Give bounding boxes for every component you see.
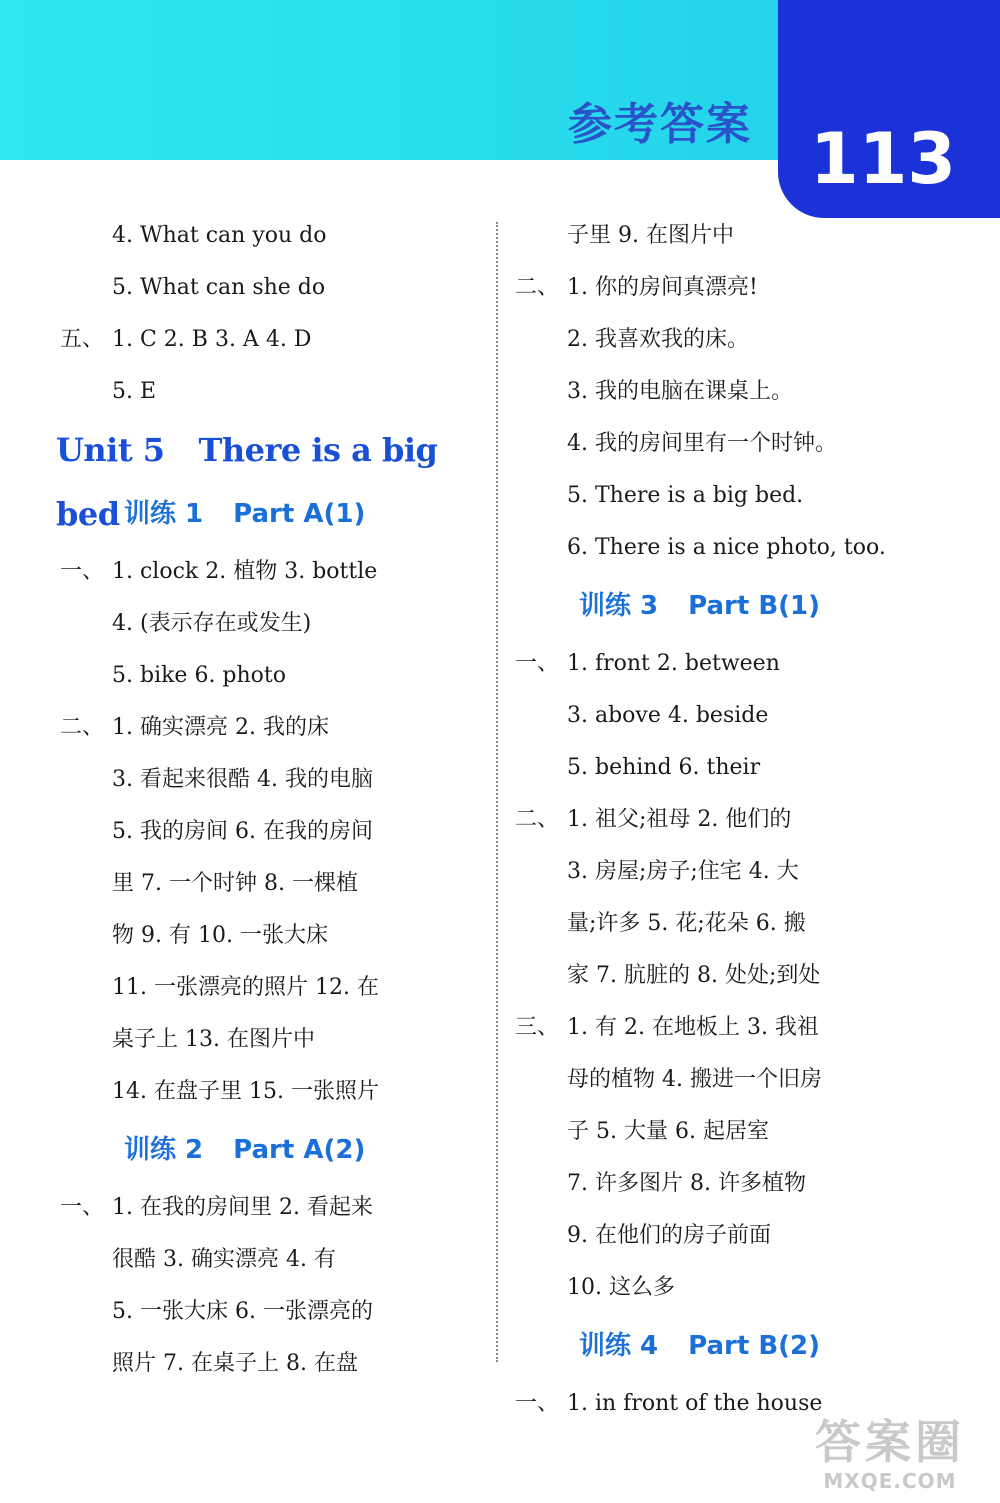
column-divider bbox=[496, 222, 498, 1362]
answer-line bbox=[515, 690, 935, 742]
left-answer-column bbox=[56, 210, 475, 1390]
answer-line bbox=[60, 702, 475, 754]
exercise-heading bbox=[60, 1118, 475, 1182]
section-marker: 五、 bbox=[60, 327, 105, 352]
answer-text: 1. C 2. B 3. A 4. D bbox=[112, 327, 312, 352]
answer-text: 1. in front of the house bbox=[567, 1391, 823, 1416]
answer-text: 照片 7. 在桌子上 8. 在盘 bbox=[112, 1351, 358, 1376]
answer-line bbox=[60, 650, 475, 702]
answer-text: 1. 有 2. 在地板上 3. 我祖 bbox=[567, 1015, 819, 1040]
section-marker: 一、 bbox=[515, 651, 560, 676]
answer-text: 9. 在他们的房子前面 bbox=[567, 1223, 771, 1248]
answer-text: 3. 我的电脑在课桌上。 bbox=[567, 379, 793, 404]
exercise-part: Part A(2) bbox=[233, 1135, 366, 1165]
exercise-label: 训练 4 bbox=[579, 1331, 659, 1361]
answer-text: 14. 在盘子里 15. 一张照片 bbox=[112, 1079, 379, 1104]
answer-line bbox=[515, 846, 935, 898]
exercise-part: Part A(1) bbox=[233, 499, 366, 529]
answer-text: 5. 我的房间 6. 在我的房间 bbox=[112, 819, 373, 844]
answer-text: 1. 你的房间真漂亮! bbox=[567, 275, 758, 300]
answer-text: 桌子上 13. 在图片中 bbox=[112, 1027, 315, 1052]
answer-line bbox=[515, 1210, 935, 1262]
right-answer-column bbox=[515, 210, 935, 1430]
answer-line bbox=[515, 366, 935, 418]
section-marker: 一、 bbox=[60, 559, 105, 584]
answer-line bbox=[60, 754, 475, 806]
answer-text: 里 7. 一个时钟 8. 一棵植 bbox=[112, 871, 358, 896]
answer-text: 3. above 4. beside bbox=[567, 703, 769, 728]
answer-text: 子里 9. 在图片中 bbox=[567, 223, 734, 248]
exercise-heading bbox=[515, 574, 935, 638]
answer-line bbox=[60, 314, 475, 366]
answer-line bbox=[60, 262, 475, 314]
answer-text: 物 9. 有 10. 一张大床 bbox=[112, 923, 328, 948]
exercise-label: 训练 1 bbox=[124, 499, 204, 529]
section-marker: 二、 bbox=[60, 715, 105, 740]
answer-line bbox=[60, 1066, 475, 1118]
answer-line bbox=[515, 522, 935, 574]
answer-text: 家 7. 肮脏的 8. 处处;到处 bbox=[567, 963, 821, 988]
answer-line bbox=[60, 366, 475, 418]
answer-text: 1. 祖父;祖母 2. 他们的 bbox=[567, 807, 792, 832]
answer-line bbox=[515, 1158, 935, 1210]
answer-text: 4. 我的房间里有一个时钟。 bbox=[567, 431, 837, 456]
answer-line bbox=[515, 898, 935, 950]
answer-line bbox=[515, 950, 935, 1002]
answer-text: 3. 看起来很酷 4. 我的电脑 bbox=[112, 767, 373, 792]
answer-text: 4. (表示存在或发生) bbox=[112, 611, 312, 636]
exercise-heading bbox=[60, 482, 475, 546]
answer-text: 3. 房屋;房子;住宅 4. 大 bbox=[567, 859, 799, 884]
answer-text: 5. There is a big bed. bbox=[567, 483, 804, 508]
answer-line bbox=[515, 210, 935, 262]
answer-text: 量;许多 5. 花;花朵 6. 搬 bbox=[567, 911, 806, 936]
answer-text: 子 5. 大量 6. 起居室 bbox=[567, 1119, 769, 1144]
answer-line bbox=[60, 962, 475, 1014]
answer-text: 2. 我喜欢我的床。 bbox=[567, 327, 749, 352]
answer-line bbox=[515, 262, 935, 314]
answer-line bbox=[515, 794, 935, 846]
answer-line bbox=[60, 1014, 475, 1066]
answer-text: 1. 在我的房间里 2. 看起来 bbox=[112, 1195, 373, 1220]
exercise-label: 训练 2 bbox=[124, 1135, 204, 1165]
watermark-site-text: MXQE.COM bbox=[823, 1469, 957, 1493]
exercise-label: 训练 3 bbox=[579, 591, 659, 621]
answer-line bbox=[515, 470, 935, 522]
answer-line bbox=[60, 806, 475, 858]
watermark-main-text: 答案圈 bbox=[815, 1415, 965, 1469]
answer-line bbox=[60, 1182, 475, 1234]
answer-line bbox=[60, 598, 475, 650]
answer-line bbox=[60, 910, 475, 962]
answer-text: 5. 一张大床 6. 一张漂亮的 bbox=[112, 1299, 373, 1324]
answer-line bbox=[515, 1106, 935, 1158]
page-header-title: 参考答案 bbox=[568, 99, 752, 150]
watermark-logo bbox=[800, 1415, 980, 1493]
answer-line bbox=[515, 742, 935, 794]
section-marker: 一、 bbox=[515, 1391, 560, 1416]
answer-text: 5. E bbox=[112, 379, 157, 404]
exercise-part: Part B(2) bbox=[688, 1331, 821, 1361]
unit-number: Unit 5 bbox=[56, 431, 165, 469]
answer-text: 11. 一张漂亮的照片 12. 在 bbox=[112, 975, 379, 1000]
answer-text: 5. What can she do bbox=[112, 275, 326, 300]
unit-name: There is a big bed bbox=[56, 431, 438, 533]
answer-line bbox=[515, 1054, 935, 1106]
answer-line bbox=[515, 314, 935, 366]
answer-text: 10. 这么多 bbox=[567, 1275, 675, 1300]
answer-line bbox=[60, 1234, 475, 1286]
section-marker: 二、 bbox=[515, 275, 560, 300]
answer-line bbox=[60, 1338, 475, 1390]
section-marker: 三、 bbox=[515, 1015, 560, 1040]
section-marker: 二、 bbox=[515, 807, 560, 832]
exercise-part: Part B(1) bbox=[688, 591, 821, 621]
answer-text: 5. bike 6. photo bbox=[112, 663, 287, 688]
answer-line bbox=[515, 638, 935, 690]
answer-line bbox=[60, 1286, 475, 1338]
answer-line bbox=[515, 418, 935, 470]
page-number: 113 bbox=[810, 118, 957, 200]
answer-text: 4. What can you do bbox=[112, 223, 327, 248]
answer-line bbox=[60, 210, 475, 262]
section-marker: 一、 bbox=[60, 1195, 105, 1220]
answer-text: 7. 许多图片 8. 许多植物 bbox=[567, 1171, 806, 1196]
answer-line bbox=[515, 1262, 935, 1314]
answer-line bbox=[60, 858, 475, 910]
answer-text: 6. There is a nice photo, too. bbox=[567, 535, 886, 560]
answer-text: 很酷 3. 确实漂亮 4. 有 bbox=[112, 1247, 336, 1272]
answer-text: 1. front 2. between bbox=[567, 651, 780, 676]
answer-text: 1. clock 2. 植物 3. bottle bbox=[112, 559, 378, 584]
answer-text: 1. 确实漂亮 2. 我的床 bbox=[112, 715, 329, 740]
exercise-heading bbox=[515, 1314, 935, 1378]
answer-line bbox=[60, 546, 475, 598]
answer-text: 5. behind 6. their bbox=[567, 755, 761, 780]
answer-text: 母的植物 4. 搬进一个旧房 bbox=[567, 1067, 822, 1092]
answer-line bbox=[515, 1002, 935, 1054]
